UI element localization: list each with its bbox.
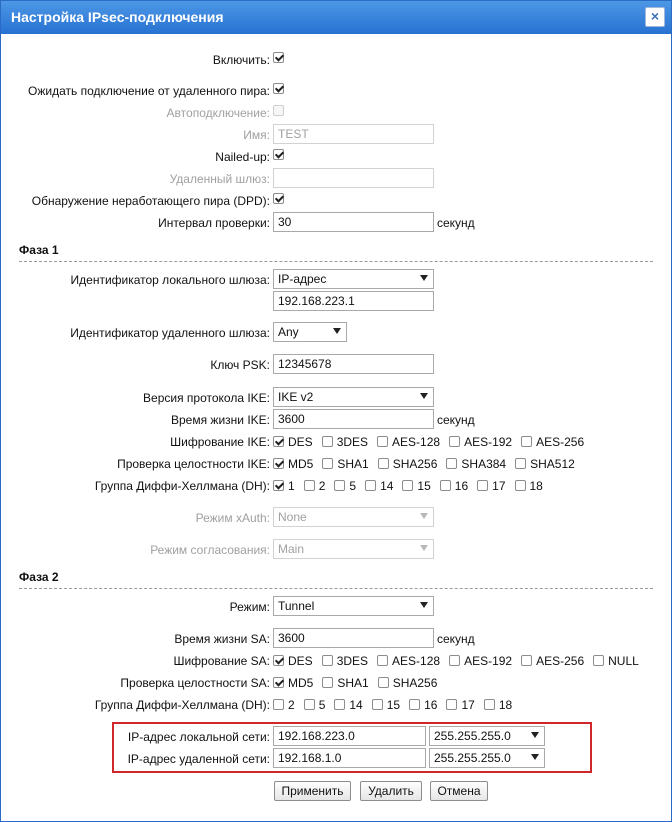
ike-encryption-options <box>273 435 593 449</box>
sa-integrity-label: Проверка целостности SA: <box>120 676 270 690</box>
ike-version-label: Версия протокола IKE: <box>143 391 270 405</box>
option-14[interactable] <box>365 479 393 493</box>
option-checkbox[interactable] <box>593 655 604 666</box>
wait-peer-label: Ожидать подключение от удаленного пира: <box>28 84 270 98</box>
option-checkbox[interactable] <box>449 436 460 447</box>
ike-lifetime-unit: секунд <box>437 413 475 427</box>
option-aes-128[interactable] <box>377 654 440 668</box>
ike-lifetime-input[interactable]: 3600 <box>273 409 434 429</box>
option-1[interactable] <box>273 479 295 493</box>
option-checkbox[interactable] <box>515 480 526 491</box>
dh1-row <box>1 475 671 497</box>
option-checkbox[interactable] <box>273 480 284 491</box>
option-15[interactable] <box>372 698 400 712</box>
option-aes-192[interactable] <box>449 435 512 449</box>
wait-peer-row <box>1 80 671 102</box>
apply-button[interactable]: Применить <box>274 781 351 801</box>
option-3des[interactable] <box>322 654 368 668</box>
chevron-down-icon <box>420 275 428 281</box>
option-3des[interactable] <box>322 435 368 449</box>
option-checkbox[interactable] <box>409 699 420 710</box>
psk-input[interactable]: 12345678 <box>273 354 434 374</box>
option-aes-192[interactable] <box>449 654 512 668</box>
option-checkbox[interactable] <box>521 655 532 666</box>
xauth-label: Режим xAuth: <box>195 511 270 525</box>
autoconnect-checkbox[interactable] <box>273 105 284 116</box>
remote-gateway-row <box>1 168 671 190</box>
dh1-label: Группа Диффи-Хеллмана (DH): <box>94 479 270 493</box>
option-checkbox[interactable] <box>484 699 495 710</box>
option-16[interactable] <box>440 479 468 493</box>
name-input[interactable]: TEST <box>273 124 434 144</box>
option-sha384[interactable] <box>446 457 506 471</box>
option-checkbox[interactable] <box>322 458 333 469</box>
psk-row <box>1 354 671 376</box>
sa-lifetime-label: Время жизни SA: <box>174 632 270 646</box>
option-sha1[interactable] <box>322 676 368 690</box>
local-gw-id-row <box>1 269 671 291</box>
option-17[interactable] <box>477 479 505 493</box>
remote-gateway-label: Удаленный шлюз: <box>169 172 270 186</box>
option-checkbox[interactable] <box>334 699 345 710</box>
option-label: SHA1 <box>337 676 369 690</box>
option-16[interactable] <box>409 698 437 712</box>
local-gw-ip-input[interactable]: 192.168.223.1 <box>273 291 434 311</box>
option-md5[interactable] <box>273 457 313 471</box>
option-checkbox[interactable] <box>446 699 457 710</box>
xauth-select[interactable]: None <box>273 507 434 527</box>
option-label: 3DES <box>336 654 369 668</box>
option-checkbox[interactable] <box>365 480 376 491</box>
option-label: NULL <box>608 654 639 668</box>
option-checkbox[interactable] <box>378 458 389 469</box>
mode-select[interactable]: Tunnel <box>273 596 434 616</box>
remote-gw-id-select[interactable]: Any <box>273 322 347 342</box>
check-interval-row <box>1 212 671 234</box>
dh2-row <box>1 694 671 716</box>
delete-button[interactable]: Удалить <box>360 781 422 801</box>
nailed-up-checkbox[interactable] <box>273 149 284 160</box>
local-gw-id-label: Идентификатор локального шлюза: <box>70 273 270 287</box>
ike-lifetime-row <box>1 409 671 431</box>
local-network-ip-input[interactable]: 192.168.223.0 <box>273 726 426 746</box>
option-aes-256[interactable] <box>521 435 584 449</box>
option-label: SHA512 <box>530 457 575 471</box>
option-aes-128[interactable] <box>377 435 440 449</box>
phase1-heading: Фаза 1 <box>19 243 653 262</box>
sa-lifetime-row <box>1 628 671 650</box>
enable-checkbox[interactable] <box>273 52 284 63</box>
option-label: 17 <box>492 479 506 493</box>
nailed-up-label: Nailed-up: <box>215 150 270 164</box>
remote-network-mask-select[interactable]: 255.255.255.0 <box>429 748 545 768</box>
option-checkbox[interactable] <box>477 480 488 491</box>
option-md5[interactable] <box>273 676 313 690</box>
option-5[interactable] <box>334 479 356 493</box>
dpd-checkbox[interactable] <box>273 193 284 204</box>
chevron-down-icon <box>420 393 428 399</box>
ike-encryption-label: Шифрование IKE: <box>170 435 270 449</box>
option-checkbox[interactable] <box>273 436 284 447</box>
cancel-button[interactable]: Отмена <box>430 781 488 801</box>
option-checkbox[interactable] <box>322 655 333 666</box>
local-network-label: IP-адрес локальной сети: <box>127 730 270 744</box>
local-gw-ip-row <box>1 291 671 313</box>
negotiation-select[interactable]: Main <box>273 539 434 559</box>
wait-peer-checkbox[interactable] <box>273 83 284 94</box>
dialog-title: Настройка IPsec-подключения <box>11 9 224 25</box>
option-label: AES-192 <box>464 435 513 449</box>
option-2[interactable] <box>273 698 295 712</box>
option-checkbox[interactable] <box>273 699 284 710</box>
option-checkbox[interactable] <box>273 458 284 469</box>
option-sha512[interactable] <box>515 457 575 471</box>
dpd-label: Обнаружение неработающего пира (DPD): <box>31 194 270 208</box>
option-label: 18 <box>529 479 543 493</box>
sa-encryption-label: Шифрование SA: <box>173 654 270 668</box>
ike-integrity-options <box>273 457 584 471</box>
phase2-heading: Фаза 2 <box>19 570 653 589</box>
chevron-down-icon <box>420 513 428 519</box>
option-label: 18 <box>498 698 513 712</box>
option-label: 5 <box>318 698 326 712</box>
nailed-up-row <box>1 146 671 168</box>
option-label: MD5 <box>288 676 314 690</box>
option-checkbox[interactable] <box>304 480 315 491</box>
option-18[interactable] <box>515 479 543 493</box>
option-label: 16 <box>454 479 469 493</box>
option-sha256[interactable] <box>378 676 438 690</box>
option-checkbox[interactable] <box>322 436 333 447</box>
option-checkbox[interactable] <box>377 436 388 447</box>
option-label: SHA1 <box>337 457 369 471</box>
option-5[interactable] <box>304 698 326 712</box>
option-label: 14 <box>380 479 394 493</box>
option-label: 14 <box>349 698 363 712</box>
option-checkbox[interactable] <box>440 480 451 491</box>
option-2[interactable] <box>304 479 326 493</box>
local-network-mask-select[interactable]: 255.255.255.0 <box>429 726 545 746</box>
option-label: AES-256 <box>536 435 585 449</box>
remote-network-label: IP-адрес удаленной сети: <box>127 752 270 766</box>
title-bar[interactable] <box>1 1 671 34</box>
ike-integrity-row <box>1 453 671 475</box>
remote-network-ip-input[interactable]: 192.168.1.0 <box>273 748 426 768</box>
option-des[interactable] <box>273 654 313 668</box>
negotiation-label: Режим согласования: <box>150 543 270 557</box>
option-checkbox[interactable] <box>377 655 388 666</box>
chevron-down-icon <box>420 602 428 608</box>
sa-encryption-row <box>1 650 671 672</box>
option-label: 3DES <box>336 435 369 449</box>
option-checkbox[interactable] <box>521 436 532 447</box>
remote-gw-id-row <box>1 322 671 344</box>
ike-encryption-row <box>1 431 671 453</box>
psk-label: Ключ PSK: <box>210 358 270 372</box>
option-checkbox[interactable] <box>372 699 383 710</box>
option-checkbox[interactable] <box>402 480 413 491</box>
remote-gw-id-label: Идентификатор удаленного шлюза: <box>70 326 270 340</box>
dialog-content <box>1 34 671 821</box>
autoconnect-label: Автоподключение: <box>166 106 270 120</box>
chevron-down-icon <box>420 545 428 551</box>
option-label: MD5 <box>288 457 314 471</box>
name-label: Имя: <box>243 128 270 142</box>
option-sha1[interactable] <box>322 457 368 471</box>
option-label: SHA384 <box>461 457 507 471</box>
option-label: AES-256 <box>536 654 585 668</box>
option-label: 1 <box>288 479 295 493</box>
dpd-row <box>1 190 671 212</box>
option-label: SHA256 <box>392 676 438 690</box>
option-label: AES-128 <box>392 654 441 668</box>
sa-lifetime-unit: секунд <box>437 632 475 646</box>
ike-integrity-label: Проверка целостности IKE: <box>117 457 270 471</box>
sa-integrity-options <box>273 676 446 690</box>
check-interval-input[interactable]: 30 <box>273 212 434 232</box>
option-label: DES <box>288 435 313 449</box>
option-label: 2 <box>318 479 326 493</box>
ike-version-select[interactable]: IKE v2 <box>273 387 434 407</box>
option-label: 5 <box>349 479 357 493</box>
option-label: 17 <box>461 698 475 712</box>
remote-network-row <box>1 748 671 770</box>
option-label: DES <box>288 654 313 668</box>
chevron-down-icon <box>531 754 539 760</box>
option-label: 15 <box>417 479 431 493</box>
option-label: AES-128 <box>392 435 441 449</box>
xauth-row <box>1 507 671 529</box>
option-label: SHA256 <box>392 457 438 471</box>
dh2-label: Группа Диффи-Хеллмана (DH): <box>94 698 270 712</box>
sa-lifetime-input[interactable]: 3600 <box>273 628 434 648</box>
local-gw-id-select[interactable]: IP-адрес <box>273 269 434 289</box>
mode-row <box>1 596 671 618</box>
chevron-down-icon <box>531 732 539 738</box>
remote-gateway-input[interactable] <box>273 168 434 188</box>
mode-label: Режим: <box>229 600 270 614</box>
option-checkbox[interactable] <box>273 655 284 666</box>
dh1-options <box>273 479 552 493</box>
autoconnect-row <box>1 102 671 124</box>
option-label: AES-192 <box>464 654 513 668</box>
name-row <box>1 124 671 146</box>
option-label: 16 <box>424 698 438 712</box>
local-network-row <box>1 726 671 748</box>
option-17[interactable] <box>446 698 474 712</box>
option-18[interactable] <box>484 698 512 712</box>
ike-version-row <box>1 387 671 409</box>
close-icon[interactable]: × <box>645 7 665 27</box>
enable-row <box>1 49 671 71</box>
option-15[interactable] <box>402 479 430 493</box>
option-checkbox[interactable] <box>378 677 389 688</box>
ike-lifetime-label: Время жизни IKE: <box>170 413 270 427</box>
option-checkbox[interactable] <box>449 655 460 666</box>
option-checkbox[interactable] <box>446 458 457 469</box>
dh2-options <box>273 698 521 712</box>
check-interval-label: Интервал проверки: <box>158 216 270 230</box>
sa-integrity-row <box>1 672 671 694</box>
option-14[interactable] <box>334 698 362 712</box>
sa-encryption-options <box>273 654 648 668</box>
option-checkbox[interactable] <box>322 677 333 688</box>
option-checkbox[interactable] <box>334 480 345 491</box>
enable-label: Включить: <box>212 53 270 67</box>
option-null[interactable] <box>593 654 639 668</box>
option-label: 2 <box>288 698 295 712</box>
option-des[interactable] <box>273 435 313 449</box>
option-sha256[interactable] <box>378 457 438 471</box>
option-checkbox[interactable] <box>515 458 526 469</box>
chevron-down-icon <box>333 328 341 334</box>
option-checkbox[interactable] <box>273 677 284 688</box>
negotiation-row <box>1 539 671 561</box>
option-aes-256[interactable] <box>521 654 584 668</box>
option-checkbox[interactable] <box>304 699 315 710</box>
check-interval-unit: секунд <box>437 216 475 230</box>
option-label: 15 <box>386 698 401 712</box>
